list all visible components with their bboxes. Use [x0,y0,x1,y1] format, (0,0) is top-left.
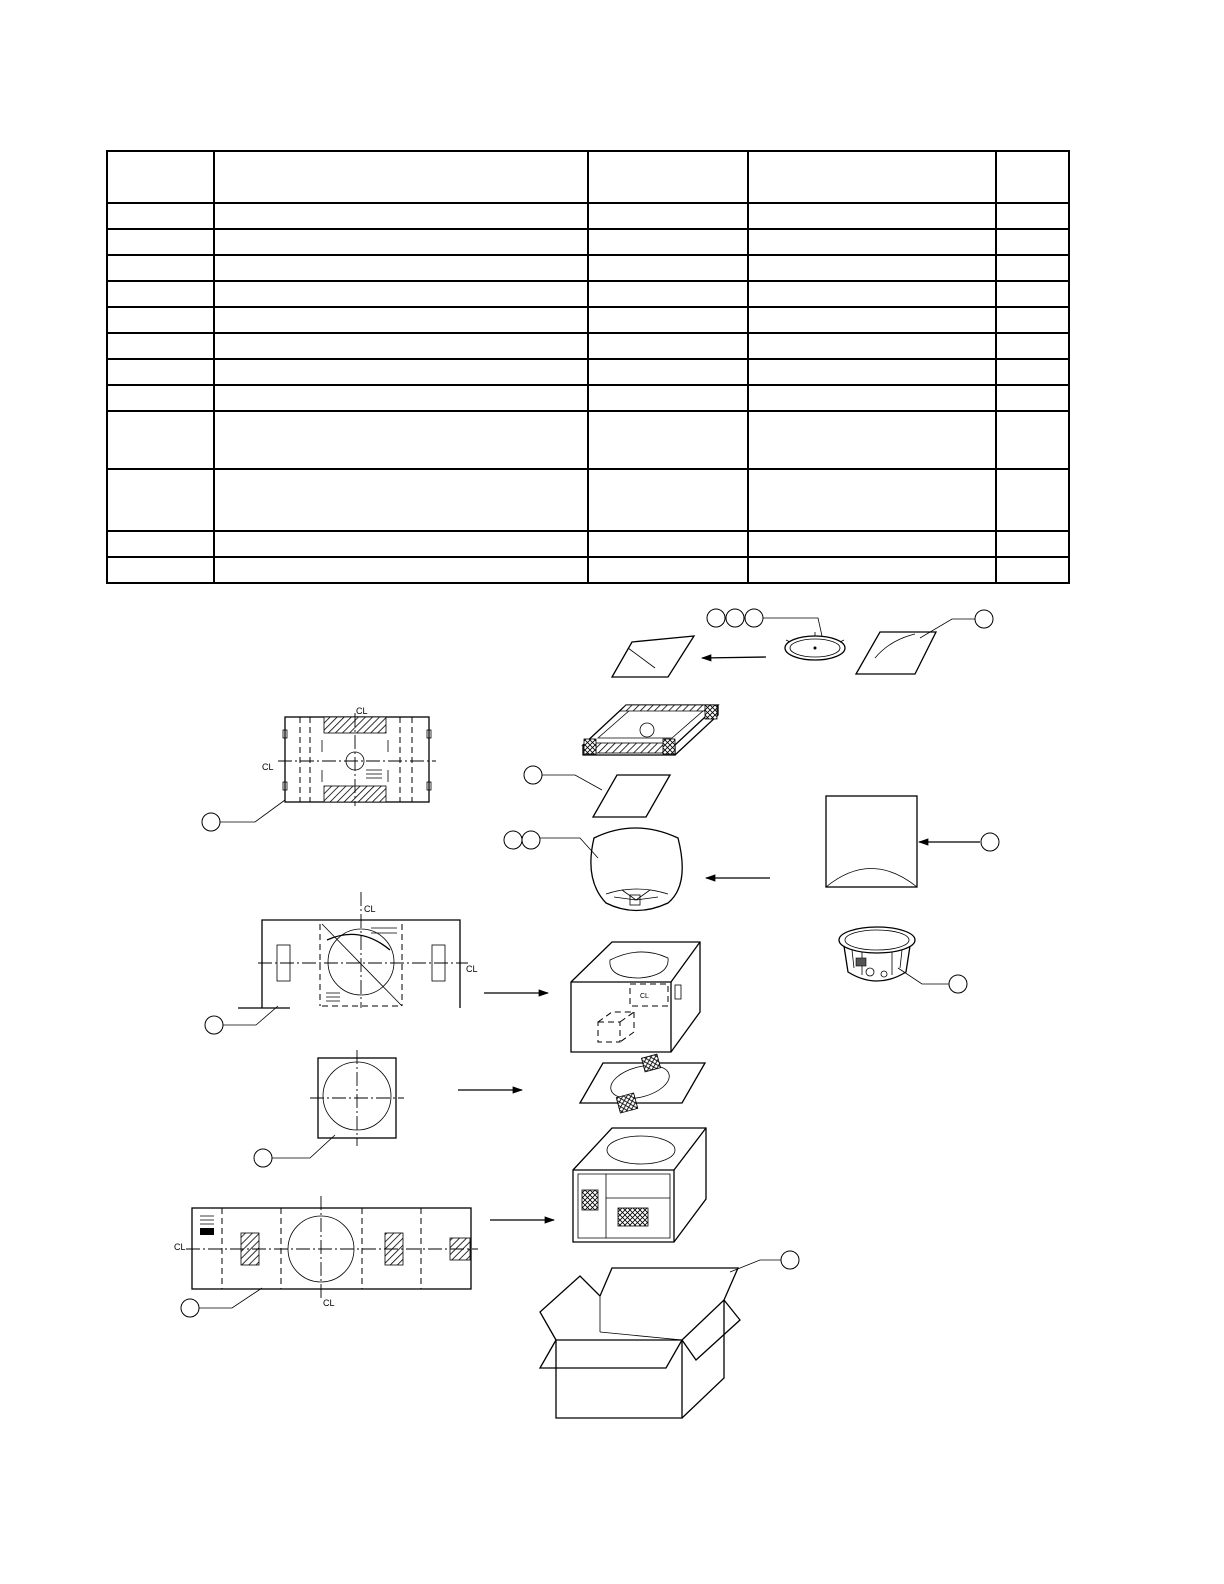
centerline-label: CL [466,964,478,974]
callout-marker [254,1149,272,1167]
callout-group-top [707,609,822,636]
centerline-label: CL [323,1298,335,1308]
inner-box [571,942,700,1052]
mounting-ring [785,632,845,660]
long-pad [186,1196,478,1300]
callout-marker [975,610,993,628]
callout-marker [726,609,744,627]
callout-marker [524,766,542,784]
leader-line [199,1288,262,1308]
envelope-left [612,636,694,677]
callout-marker [949,975,967,993]
square-pad [310,1050,404,1146]
dome-cover [591,828,682,911]
poly-bag [826,796,917,887]
callout-marker [205,1016,223,1034]
outer-carton [540,1268,740,1418]
centerline-label: CL [174,1242,186,1252]
protective-sheet [593,775,670,817]
callout-marker [504,831,522,849]
callout-marker [522,831,540,849]
callout-marker [981,833,999,851]
callout-marker [202,813,220,831]
callout-marker [707,609,725,627]
leader-line [223,1006,278,1025]
leader-line [542,775,602,790]
centerline-label: CL [364,904,376,914]
centerline-label: CL [640,993,649,1000]
callout-marker [745,609,763,627]
foam-frame [583,705,718,755]
camera-unit [839,927,915,981]
bag-right [856,632,936,674]
leader-line [763,618,822,636]
leader-line [220,800,285,822]
assembly-arrow [702,657,766,658]
flat-pad-2 [238,892,468,1008]
leader-line [540,838,598,858]
callout-marker [781,1251,799,1269]
flat-pad-1 [278,713,436,806]
centerline-label: CL [262,762,274,772]
leader-line [920,619,975,638]
centerline-label: CL [356,706,368,716]
inner-carton [573,1128,706,1242]
callout-marker [181,1299,199,1317]
tray-sheet [580,1054,705,1113]
